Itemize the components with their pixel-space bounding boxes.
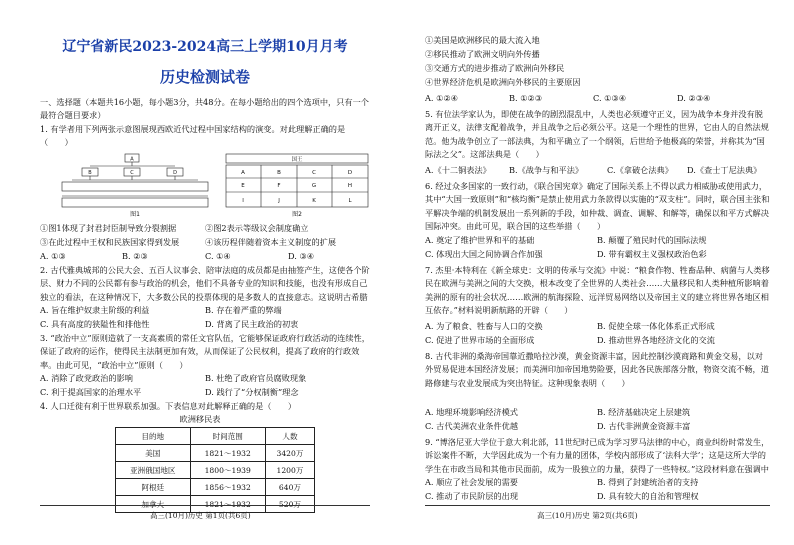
fig1-caption: 图1 — [130, 211, 140, 218]
fig1-node-label-d: D — [173, 170, 177, 176]
q8-option-a[interactable]: A. 地理环境影响经济模式 — [425, 407, 518, 417]
q7-option-c[interactable]: C. 促进了世界市场的全面形成 — [425, 335, 535, 345]
q1-statement-2: ②图2表示等级议会制度确立 — [205, 223, 309, 233]
table-header: 时间范围 — [190, 428, 265, 445]
table-header: 目的地 — [116, 428, 191, 445]
q2-stem: 2. 古代雅典城邦的公民大会、五百人议事会、陪审法庭的成员都是由抽签产生，这使各个阶层、财力不同的公民都有参与政治的机会，他们不具备专业的知识和技能，也没有形成自己独立的看法，在这种情况下，大多数公民的投票体现的是多数人的直接意志。这说明古希腊 — [40, 265, 370, 302]
table-cell: 520万 — [265, 496, 314, 513]
exam-title: 辽宁省新民2023-2024高三上学期10月月考 — [62, 39, 348, 55]
figure-2 — [222, 152, 372, 218]
page-footer-right: 高三(10月)历史 第2页(共6页) — [537, 511, 638, 520]
q7-option-b[interactable]: B. 促使全球一体化体系正式形成 — [597, 321, 715, 331]
section-instructions: 一、选择题（本题共16小题，每小题3分，共48分。在每小题给出的四个选项中，只有一个最符合题目要求） — [40, 97, 369, 121]
table-cell: 1856～1932 — [190, 479, 265, 496]
q1-option-d[interactable]: D. ③④ — [288, 251, 315, 261]
q1-stem: 1. 有学者用下列两张示意图展现西欧近代过程中国家结构的演变。对此理解正确的是（ ） — [40, 124, 346, 148]
q3-option-d[interactable]: D. 践行了“分权制衡”理念 — [205, 387, 299, 397]
fig2-cell: C — [312, 170, 316, 176]
table-cell: 阿根廷 — [116, 479, 191, 496]
q5-option-a[interactable]: A.《十二铜表法》 — [425, 165, 491, 175]
fig2-cell: D — [347, 170, 353, 176]
table-cell: 加拿大 — [116, 496, 191, 513]
q1-option-a[interactable]: A. ①③ — [40, 251, 66, 261]
table-cell: 1821～1932 — [190, 445, 265, 462]
q6-stem: 6. 经过众多国家的一致行动，《联合国宪章》确定了国际关系上不得以武力相威胁或使用武力，其中“大国一致原则”和“核均衡”是禁止使用武力条款得以实施的“双支柱”。同时，联合国主张和平解决争端的机制发展出一系列新的手段，如仲裁、调查、调解、和解等，确保以和平方式解决国际冲突。由此可见，联合国的这些举措（ ） — [425, 181, 770, 232]
fig2-header: 国王 — [291, 157, 303, 163]
q4-option-c[interactable]: C. ①③④ — [593, 93, 627, 103]
q8-option-b[interactable]: B. 经济基础决定上层建筑 — [597, 407, 691, 417]
q3-option-c[interactable]: C. 利于提高国家的治理水平 — [40, 387, 142, 397]
q9-stem: 9. “博洛尼亚大学位于意大利北部，11世纪时已成为学习罗马法律的中心，商业纠纷时常发生，诉讼案件不断，大学因此成为一个有力量的团体，学校内部形成了‘法科大学’；这是这所大学的学生在市政当局和其他市民面前，成为一股独立的力量，获得了一些特权。”这段材料意在强调中 — [425, 437, 770, 474]
table-cell: 1821～1932 — [190, 496, 265, 513]
q6-option-b[interactable]: B. 颠覆了殖民时代的国际法规 — [597, 235, 707, 245]
table-cell: 美国 — [116, 445, 191, 462]
q6-option-c[interactable]: C. 体现出大国之间协调合作加强 — [425, 249, 543, 259]
q6-option-a[interactable]: A. 奠定了维护世界和平的基础 — [425, 235, 535, 245]
fig2-cell: J — [278, 198, 280, 204]
table-cell: 3420万 — [265, 445, 314, 462]
fig1-node-label-c: C — [130, 170, 134, 176]
q5-option-c[interactable]: C.《拿破仑法典》 — [607, 165, 673, 175]
q4-statement-3: ③交通方式的进步推动了欧洲向外移民 — [425, 63, 565, 73]
q4-statement-1: ①美国是欧洲移民的最大流入地 — [425, 35, 540, 45]
q5-stem: 5. 有位法学家认为，即使在战争的剧烈混乱中，人类也必须遵守正义，因为战争本身并没有脱离开正义，法律支配着战争，并且战争之后必须公平。这是一个理性的世界，它由人的自然法规范。他为战争创立了一部法典，为和平确立了一个纲领，后世给予他极高的荣誉，并称其为“国际法之父”。这部法典是（ ） — [425, 109, 769, 160]
q4-statement-4: ④世界经济危机是欧洲向外移民的主要原因 — [425, 77, 581, 87]
q5-option-b[interactable]: B.《战争与和平法》 — [509, 165, 584, 175]
q3-option-b[interactable]: B. 杜绝了政府官员腐败现象 — [205, 373, 307, 383]
emigration-table — [115, 427, 315, 513]
q2-option-d[interactable]: D. 背离了民主政治的初衷 — [205, 319, 299, 329]
q6-option-d[interactable]: D. 带有霸权主义强权政治色彩 — [597, 249, 707, 259]
footer-rule — [425, 505, 770, 506]
exam-subtitle: 历史检测试卷 — [159, 68, 250, 86]
table-row — [116, 445, 315, 462]
footer-rule — [40, 505, 370, 506]
q9-option-b[interactable]: B. 得到了封建统治者的支持 — [597, 477, 699, 487]
q4-option-d[interactable]: D. ②③④ — [677, 93, 711, 103]
q7-option-d[interactable]: D. 推动世界各地经济文化的交流 — [597, 335, 715, 345]
table-header: 人数 — [265, 428, 314, 445]
q1-option-c[interactable]: C. ①④ — [205, 251, 231, 261]
q9-option-d[interactable]: D. 具有较大的自治和管理权 — [597, 491, 699, 501]
fig2-cell: E — [241, 183, 245, 189]
q7-option-a[interactable]: A. 为了粮食、牲畜与人口的交换 — [425, 321, 543, 331]
q2-option-c[interactable]: C. 具有高度的狭隘性和排他性 — [40, 319, 150, 329]
figure-1 — [60, 152, 210, 218]
fig2-cell: I — [242, 198, 244, 204]
fig1-node-label-a: A — [130, 156, 134, 163]
fig2-cell: H — [347, 183, 353, 189]
q1-statement-1: ①图1体现了封君封臣制导致分裂割据 — [40, 223, 177, 233]
q3-stem: 3. “政治中立”原则造就了一支高素质的常任文官队伍，它能够保证政府行政活动的连续性，保证了政府的运作，使得民主法制更加有效，从而保证了公民权利，提高了政府的行政效率。由此可见，“政治中立”原则（ ） — [40, 333, 370, 370]
q9-option-a[interactable]: A. 顺应了社会发展的需要 — [425, 477, 518, 487]
table-row — [116, 462, 315, 479]
table-cell: 亚洲俄国地区 — [116, 462, 191, 479]
fig2-cell: L — [348, 198, 352, 204]
q1-option-b[interactable]: B. ②③ — [122, 251, 148, 261]
right-page — [397, 0, 794, 545]
q4-option-b[interactable]: B. ①②③ — [509, 93, 543, 103]
q4-option-a[interactable]: A. ①②④ — [425, 93, 459, 103]
q9-option-c[interactable]: C. 推动了市民阶层的出现 — [425, 491, 519, 501]
table-cell: 1800～1939 — [190, 462, 265, 479]
q3-option-a[interactable]: A. 消除了政党政治的影响 — [40, 373, 133, 383]
table-row — [116, 479, 315, 496]
table-cell: 640万 — [265, 479, 314, 496]
q8-stem: 8. 古代非洲的桑海帝国靠近撒哈拉沙漠，黄金资源丰富，因此控制沙漠商路和黄金交易，以对外贸易促进本国经济发展；而美洲印加帝国地势险要，因此各民族部落分散，物资交流不畅，道路修建与农业发展成为突出特征。这种现象表明（ ） — [425, 351, 769, 388]
fig2-cell: K — [312, 198, 316, 204]
fig1-node-label-b: B — [88, 170, 92, 176]
q7-stem: 7. 杰里·本特利在《新全球史：文明的传承与交流》中说：“粮食作物、牲畜品种、病菌与人类移民在欧洲与美洲之间的大交换，根本改变了全世界的人类社会……大量移民和人类种植所影响着美洲的原有的社会状况……欧洲的航海探险、远洋贸易网络以及帝国主义的建立将世界各地区相互依存。”材料说明新航路的开辟（ ） — [425, 265, 770, 316]
q1-statement-4: ④该历程伴随着资本主义制度的扩展 — [205, 237, 337, 247]
q4-table-title: 欧洲移民表 — [179, 414, 221, 424]
fig2-cell: B — [277, 170, 281, 176]
q4-stem: 4. 人口迁徙有利于世界联系加强。下表信息对此解释正确的是（ ） — [40, 401, 297, 411]
fig2-cell: G — [311, 183, 317, 189]
table-cell: 1200万 — [265, 462, 314, 479]
q4-statement-2: ②移民推动了欧洲文明向外传播 — [425, 49, 540, 59]
page-footer-left: 高三(10月)历史 第1页(共6页) — [150, 511, 251, 520]
q5-option-d[interactable]: D.《查士丁尼法典》 — [687, 165, 762, 175]
fig2-cell: F — [277, 183, 281, 189]
q2-option-a[interactable]: A. 旨在维护奴隶主阶级的利益 — [40, 305, 150, 315]
q8-option-d[interactable]: D. 古代非洲黄金资源丰富 — [597, 421, 691, 431]
q1-statement-3: ③在此过程中王权和民族国家得到发展 — [40, 237, 180, 247]
q8-option-c[interactable]: C. 古代美洲农业条件优越 — [425, 421, 519, 431]
fig2-cell: A — [241, 170, 245, 176]
q2-option-b[interactable]: B. 存在着严重的弊端 — [205, 305, 282, 315]
fig2-caption: 图2 — [292, 211, 302, 218]
